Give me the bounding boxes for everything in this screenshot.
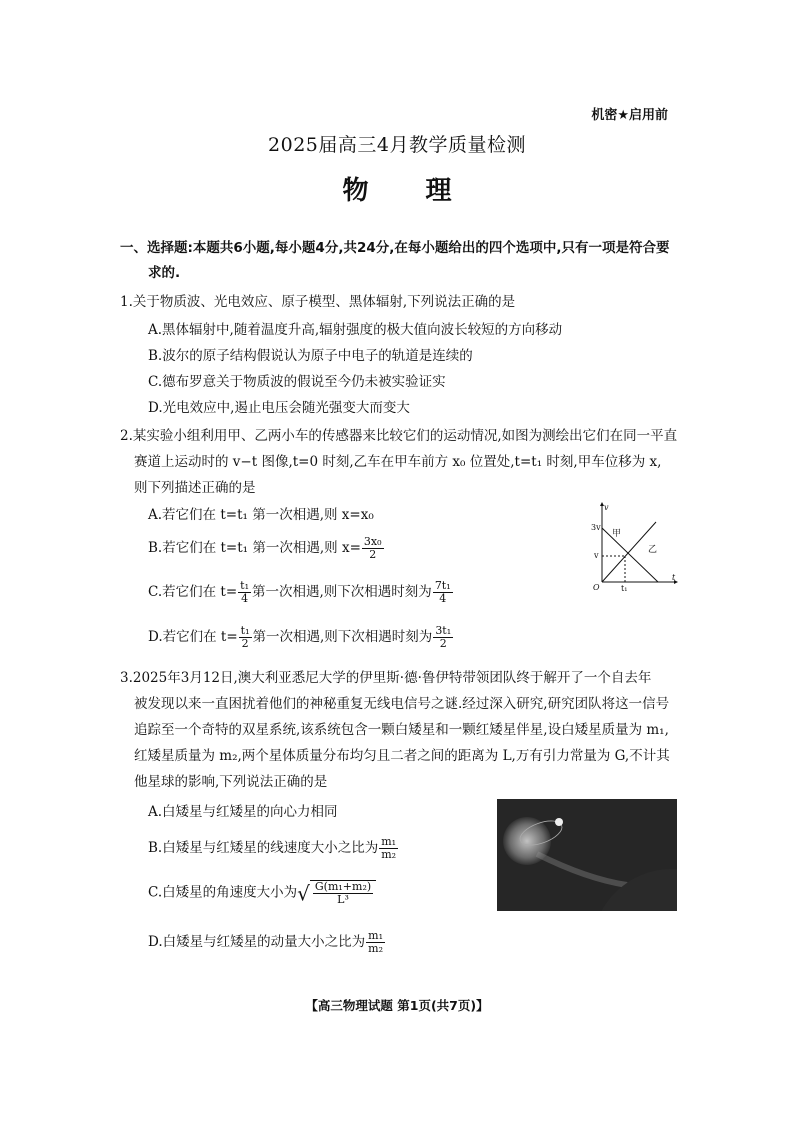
tick-t1: t₁ [621, 584, 628, 593]
subject-title: 物 理 [342, 176, 476, 206]
q2-option-d-answer-fraction [433, 625, 453, 650]
q3-option-d-text: D.白矮星与红矮星的动量大小之比为 [148, 934, 366, 950]
numerator: m₁ [368, 929, 383, 942]
denominator: 2 [369, 548, 377, 561]
q2-option-b [148, 536, 385, 561]
numerator: 3t₁ [435, 624, 452, 637]
q2-option-c [148, 580, 454, 605]
section-heading [120, 236, 680, 286]
numerator: t₁ [240, 579, 250, 592]
numerator: 3x₀ [363, 535, 382, 548]
q2-stem-2: 赛道上运动时的 v−t 图像,t=0 时刻,乙车在甲车前方 x₀ 位置处,t=t₁ 时刻,甲车位移为 x, [134, 454, 662, 470]
line-jia [602, 528, 658, 582]
q3-option-c [148, 880, 376, 906]
q3-stem-2: 被发现以来一直困扰着他们的神秘重复无线电信号之谜.经过深入研究,研究团队将这一信号 [134, 696, 670, 712]
numerator: t₁ [240, 624, 250, 637]
q3-option-c-text: C.白矮星的角速度大小为 [148, 884, 298, 901]
q2-option-c-time-fraction [238, 580, 251, 605]
q2-option-a: A.若它们在 t=t₁ 第一次相遇,则 x=x₀ [148, 507, 374, 523]
tick-v: v [594, 551, 599, 560]
origin-label: O [593, 583, 600, 592]
q2-option-d-mid: 第一次相遇,则下次相遇时刻为 [252, 629, 433, 645]
label-jia: 甲 [612, 529, 622, 539]
q2-option-c-answer-fraction [433, 580, 453, 605]
confidential-label: 机密★启用前 [591, 108, 668, 123]
sqrt-radicand [310, 880, 376, 906]
page-footer: 【高三物理试题 第1页(共7页)】 [305, 998, 489, 1013]
q3-option-b [148, 836, 399, 861]
denominator: 2 [241, 637, 249, 650]
q2-option-b-fraction [362, 536, 384, 561]
numerator: G(m₁+m₂) [314, 880, 372, 893]
denominator: 4 [241, 592, 249, 605]
q2-option-d-time-fraction [239, 625, 252, 650]
exam-title: 2025届高三4月教学质量检测 [268, 134, 526, 156]
q3-option-a: A.白矮星与红矮星的向心力相同 [148, 804, 338, 820]
numerator: 7t₁ [434, 579, 451, 592]
v-axis-label: v [604, 503, 609, 512]
q3-option-c-sqrt [297, 880, 376, 906]
section-heading-line1: 一、选择题:本题共6小题,每小题4分,共24分,在每小题给出的四个选项中,只有一项是符合要 [120, 240, 670, 256]
q3-option-b-fraction [379, 836, 398, 861]
denominator: L³ [337, 893, 349, 906]
q3-option-d [148, 930, 386, 955]
denominator: m₂ [368, 942, 383, 955]
q2-option-d [148, 625, 454, 650]
q2-option-b-text: B.若它们在 t=t₁ 第一次相遇,则 x= [148, 540, 361, 556]
q3-stem-5: 他星球的影响,下列说法正确的是 [134, 774, 328, 790]
q1-option-b: B.波尔的原子结构假说认为原子中电子的轨道是连续的 [148, 348, 473, 364]
binary-star-image [497, 799, 677, 911]
section-heading-line2: 求的. [148, 265, 181, 281]
q3-stem-4: 红矮星质量为 m₂,两个星体质量分布均匀且二者之间的距离为 L,万有引力常量为 G,不计其 [134, 748, 670, 764]
q3-option-d-fraction [366, 930, 385, 955]
q2-stem-1: 2.某实验小组利用甲、乙两小车的传感器来比较它们的运动情况,如图为测绘出它们在同一平直 [120, 428, 678, 444]
q3-option-b-text: B.白矮星与红矮星的线速度大小之比为 [148, 840, 379, 856]
q1-option-c: C.德布罗意关于物质波的假说至今仍未被实验证实 [148, 374, 446, 390]
q3-option-c-fraction [313, 881, 373, 906]
q2-option-d-text: D.若它们在 t= [148, 629, 238, 645]
denominator: 2 [439, 637, 447, 650]
q2-stem-3: 则下列描述正确的是 [134, 480, 256, 496]
q2-option-c-mid: 第一次相遇,则下次相遇时刻为 [252, 584, 432, 600]
sqrt-sign: √ [297, 881, 310, 906]
q1-stem: 1.关于物质波、光电效应、原子模型、黑体辐射,下列说法正确的是 [120, 294, 516, 310]
q3-stem-1: 3.2025年3月12日,澳大利亚悉尼大学的伊里斯·德·鲁伊特带领团队终于解开了一个自去年 [120, 670, 652, 686]
q1-option-d: D.光电效应中,遏止电压会随光强变大而变大 [148, 400, 410, 416]
label-yi: 乙 [648, 545, 658, 555]
binary-star-illustration [497, 799, 677, 911]
white-dwarf-star [555, 818, 563, 826]
denominator: 4 [439, 592, 447, 605]
q2-vt-graph [588, 502, 678, 594]
denominator: m₂ [381, 848, 397, 861]
q1-option-a: A.黑体辐射中,随着温度升高,辐射强度的极大值向波长较短的方向移动 [148, 322, 563, 338]
q2-option-c-text: C.若它们在 t= [148, 584, 238, 600]
q3-stem-3: 追踪至一个奇特的双星系统,该系统包含一颗白矮星和一颗红矮星伴星,设白矮星质量为 m₁, [134, 722, 669, 738]
t-axis-label: t [672, 573, 676, 582]
tick-3v: 3v [591, 523, 601, 532]
numerator: m₁ [381, 835, 397, 848]
